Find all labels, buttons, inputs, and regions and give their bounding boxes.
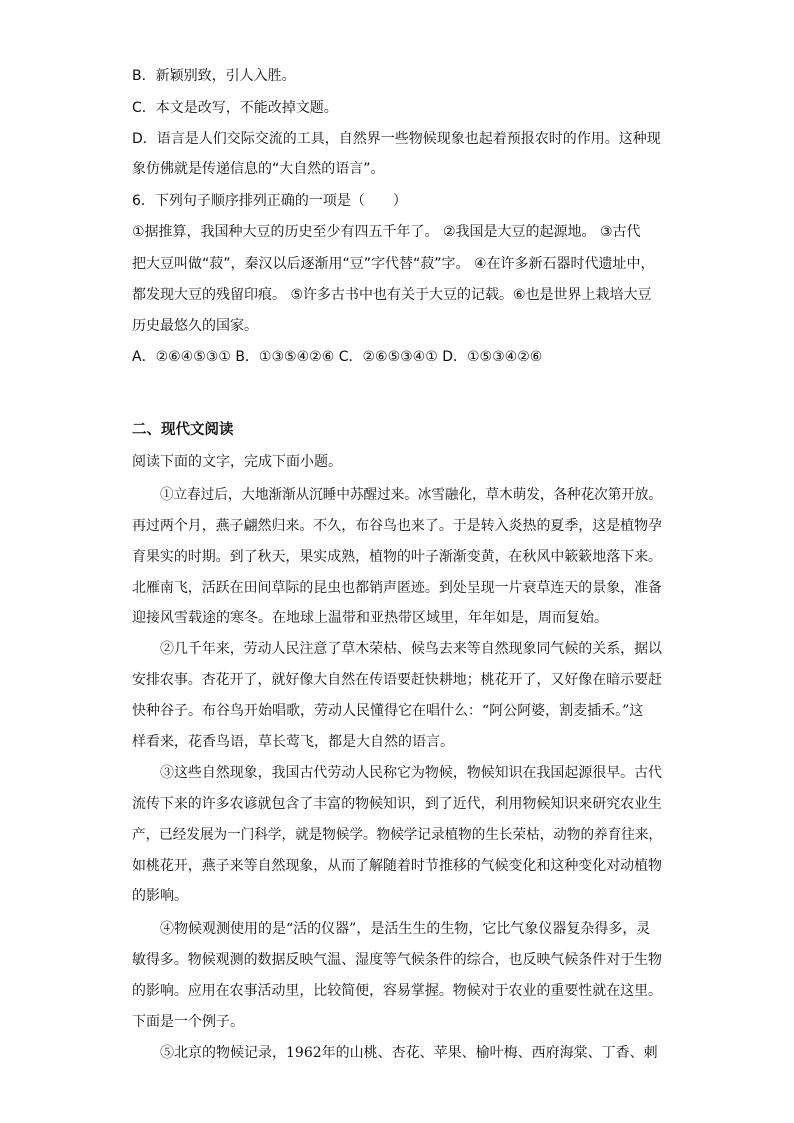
question-6-stem: 6．下列句子顺序排列正确的一项是（ ） — [132, 193, 407, 209]
passage-paragraph-4-line-2: 敏得多。物候观测的数据反映气温、湿度等气候条件的综合，也反映气候条件对于生物 — [132, 952, 662, 968]
passage-paragraph-3-line-2: 流传下来的许多农谚就包含了丰富的物候知识，到了近代，利用物候知识来研究农业生 — [132, 796, 662, 812]
passage-paragraph-3-line-4: 如桃花开，燕子来等自然现象，从而了解随着时节推移的气候变化和这种变化对动植物 — [132, 858, 662, 874]
passage-paragraph-2-line-4: 样看来，花香鸟语，草长莺飞，都是大自然的语言。 — [132, 734, 454, 750]
passage-paragraph-2-line-1: ②几千年来，劳动人民注意了草木荣枯、候鸟去来等自然现象同气候的关系，据以 — [160, 641, 662, 657]
option-c: C．本文是改写，不能改掉文题。 — [132, 100, 338, 116]
question-6-sentences-line-3: 都发现大豆的残留印痕。 ⑤许多古书中也有关于大豆的记载。⑥也是世界上栽培大豆 — [132, 287, 652, 303]
passage-paragraph-4-line-4: 下面是一个例子。 — [132, 1014, 244, 1030]
passage-paragraph-3-line-3: 产，已经发展为一门科学，就是物候学。物候学记录植物的生长荣枯，动物的养育往来， — [132, 827, 663, 843]
option-d-line-1: D．语言是人们交际交流的工具，自然界一些物候现象也起着预报农时的作用。这种现 — [132, 131, 661, 147]
passage-paragraph-2-line-3: 快种谷子。布谷鸟开始唱歌，劳动人民懂得它在唱什么：“阿公阿婆，割麦插禾。”这 — [132, 703, 644, 719]
option-b: B．新颖别致，引人入胜。 — [132, 68, 296, 84]
passage-paragraph-5-line-1: ⑤北京的物候记录，1962年的山桃、杏花、苹果、榆叶梅、西府海棠、丁香、刺 — [160, 1045, 658, 1061]
passage-paragraph-3-line-5: 的影响。 — [132, 888, 188, 904]
passage-paragraph-4-line-3: 的影响。应用在农事活动里，比较简便，容易掌握。物候对于农业的重要性就在这里。 — [132, 983, 662, 999]
passage-paragraph-2-line-2: 安排农事。杏花开了，就好像大自然在传语要赶快耕地；桃花开了，又好像在暗示要赶 — [132, 672, 662, 688]
question-6-answer-choices: A．②⑥④⑤③① B．①③⑤④②⑥ C．②⑥⑤③④① D．①⑤③④②⑥ — [132, 349, 543, 365]
passage-paragraph-1-line-5: 迎接风雪载途的寒冬。在地球上温带和亚热带区域里，年年如是，周而复始。 — [132, 610, 608, 626]
passage-paragraph-1-line-4: 北雁南飞，活跃在田间草际的昆虫也都销声匿迹。到处呈现一片衰草连天的景象，准备 — [132, 580, 662, 596]
passage-paragraph-4-line-1: ④物候观测使用的是“活的仪器”，是活生生的生物，它比气象仪器复杂得多，灵 — [160, 921, 651, 937]
section-heading: 二、现代文阅读 — [132, 422, 234, 438]
passage-paragraph-1-line-3: 育果实的时期。到了秋天，果实成熟，植物的叶子渐渐变黄，在秋风中簌簌地落下来。 — [132, 549, 662, 565]
passage-paragraph-1-line-2: 再过两个月，燕子翩然归来。不久，布谷鸟也来了。于是转入炎热的夏季，这是植物孕 — [132, 518, 662, 534]
reading-instruction: 阅读下面的文字，完成下面小题。 — [132, 454, 342, 470]
question-6-sentences-line-1: ①据推算，我国种大豆的历史至少有四五千年了。 ②我国是大豆的起源地。 ③古代 — [132, 224, 641, 240]
question-6-sentences-line-2: 把大豆叫做“菽”，秦汉以后逐渐用“豆”字代替“菽”字。 ④在许多新石器时代遗址中， — [132, 256, 655, 272]
question-6-sentences-line-4: 历史最悠久的国家。 — [132, 318, 258, 334]
passage-paragraph-3-line-1: ③这些自然现象，我国古代劳动人民称它为物候，物候知识在我国起源很早。古代 — [160, 765, 662, 781]
passage-paragraph-1-line-1: ①立春过后，大地渐渐从沉睡中苏醒过来。冰雪融化，草木萌发，各种花次第开放。 — [160, 487, 662, 503]
option-d-line-2: 象仿佛就是传递信息的“大自然的语言”。 — [132, 161, 385, 177]
